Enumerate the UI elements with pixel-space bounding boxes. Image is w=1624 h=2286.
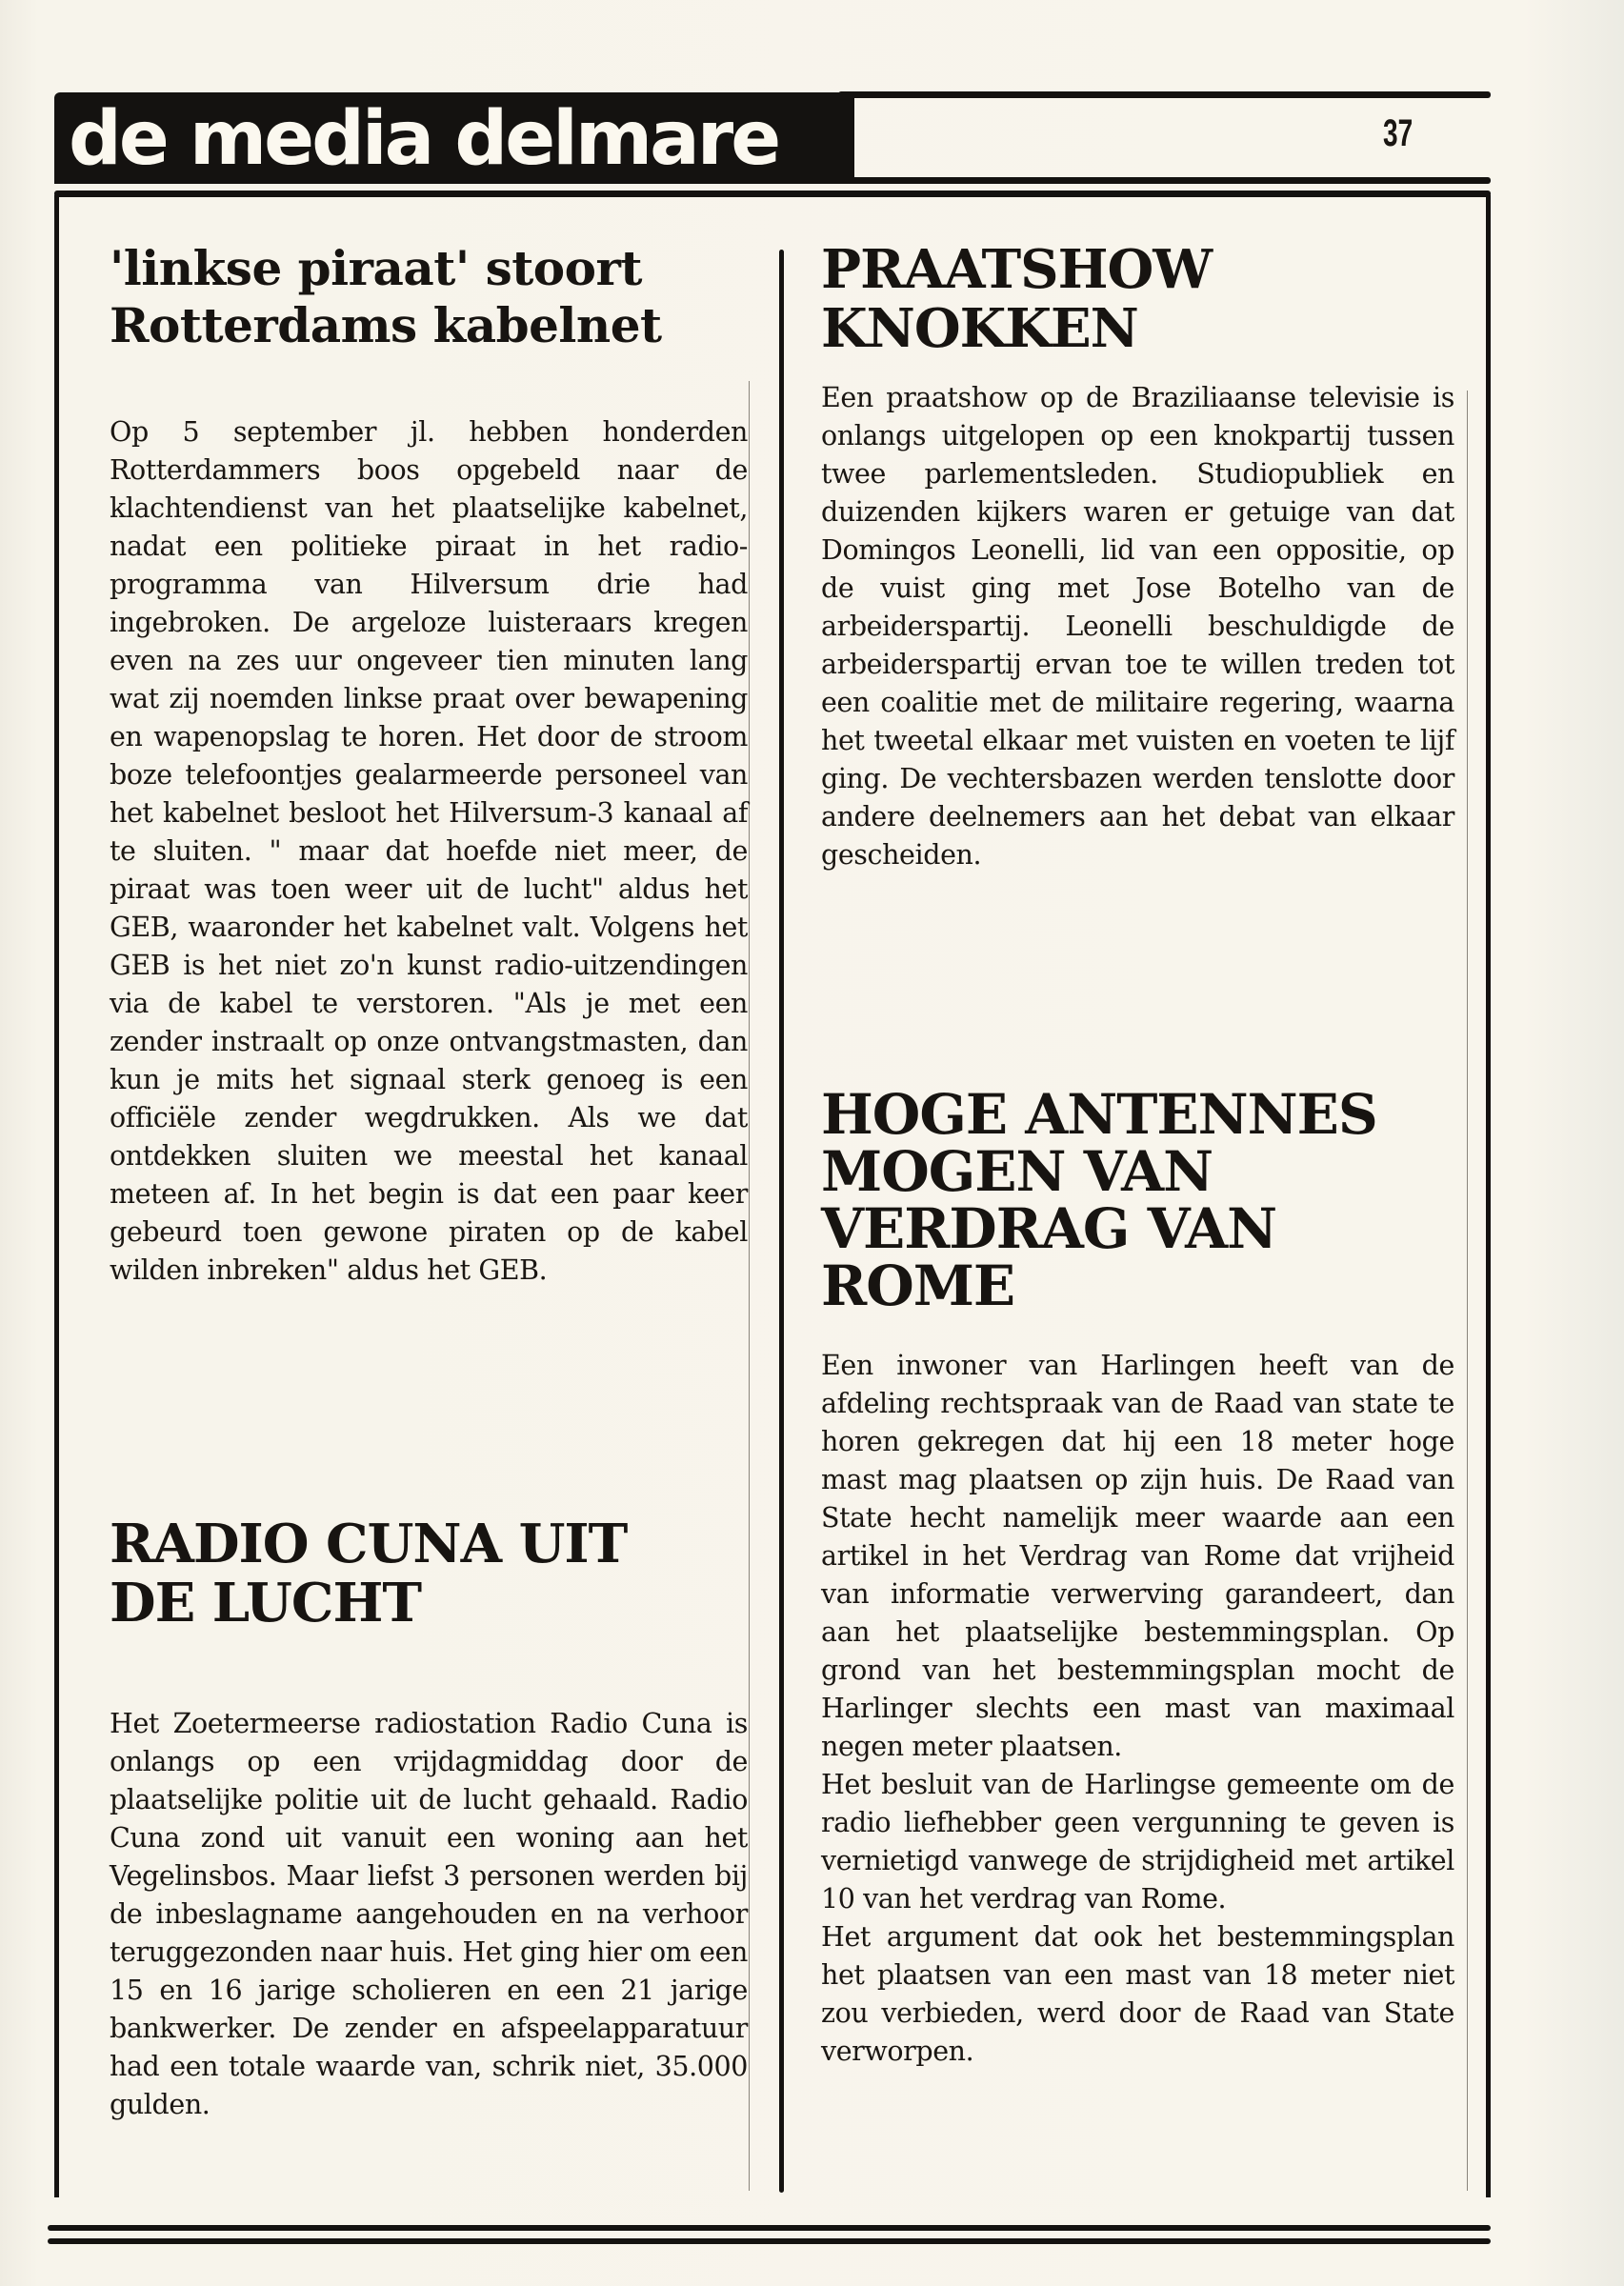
headline-line: PRAATSHOW xyxy=(821,238,1213,301)
article-paragraph: Op 5 september jl. hebben honderden Rotterdammers boos opgebeld naar de klachtendienst van het plaatselijke kabelnet, nadat een politieke piraat in het radio-programma van Hilversum drie had ingebroken. De argeloze luisteraars kregen even na zes uur ongeveer tien minuten lang wat zij noemden linkse praat over bewapening en wapenopslag te horen. Het door de stroom boze telefoontjes gealarmeerde personeel van het kabelnet besloot het Hilversum-3 kanaal af te sluiten. " maar dat hoefde niet meer, de piraat was toen weer uit de lucht" aldus het GEB, waaronder het kabelnet valt. Volgens het GEB is het niet zo'n kunst radio-uitzendingen via de kabel te verstoren. "Als je met een zender instraalt op onze ontvangstmasten, dan kun je mits het signaal sterk genoeg is een officiële zender wegdrukken. Als we dat ontdekken sluiten we meestal het kanaal meteen af. In het begin is dat een paar keer gebeurd toen gewone piraten op de kabel wilden inbreken" aldus het GEB. xyxy=(110,416,748,1286)
article-praatshow-knokken xyxy=(821,240,1454,874)
masthead-bottom-rule xyxy=(838,177,1491,184)
headline-line: VERDRAG VAN xyxy=(821,1196,1277,1261)
headline-line: Rotterdams kabelnet xyxy=(110,297,662,353)
article-paragraph: Een praatshow op de Braziliaanse televisie is onlangs uitgelopen op een knokpartij tussen twee parlementsleden. Studiopubliek en duizenden kijkers waren er getuige van dat Domingos Leonelli, lid van een oppositie, op de vuist ging met Jose Botelho van de arbeiderspartij. Leonelli beschuldigde de arbeiderspartij ervan toe te willen treden tot een coalitie met de militaire regering, waarna het tweetal elkaar met vuisten en voeten te lijf ging. De vechtersbazen werden tenslotte door andere deelnemers aan het debat van elkaar gescheiden. xyxy=(821,382,1454,871)
frame-bottom-rule xyxy=(48,2225,1491,2231)
headline-line: 'linkse piraat' stoort xyxy=(110,240,642,296)
article-hoge-antennes xyxy=(821,1082,1454,2071)
left-column-hairline xyxy=(749,381,750,2191)
article-headline xyxy=(821,240,1454,358)
article-body xyxy=(821,1347,1454,2071)
article-radio-cuna xyxy=(110,1514,748,2124)
article-linkse-piraat xyxy=(110,240,748,1290)
article-headline xyxy=(110,240,748,354)
page-number: 37 xyxy=(1383,112,1413,154)
headline-line: HOGE ANTENNES xyxy=(821,1082,1377,1147)
article-body xyxy=(110,413,748,1290)
headline-line: KNOKKEN xyxy=(821,297,1138,360)
article-paragraph: Het besluit van de Harlingse gemeente om de radio liefhebber geen vergunning te geven is vernietigd vanwege de strijdigheid met artikel 10 van het verdrag van Rome. xyxy=(821,1769,1454,1915)
article-headline xyxy=(821,1082,1454,1318)
headline-line: MOGEN VAN xyxy=(821,1139,1213,1204)
right-column-hairline xyxy=(1467,391,1468,2191)
column-divider xyxy=(779,250,784,2193)
article-headline xyxy=(110,1514,748,1633)
article-body xyxy=(821,379,1454,874)
headline-line: RADIO CUNA UIT xyxy=(110,1513,628,1575)
frame-bottom-double-rule xyxy=(48,2238,1491,2244)
headline-line: ROME xyxy=(821,1253,1015,1318)
masthead-title: de media delmare xyxy=(69,96,779,182)
article-paragraph: Een inwoner van Harlingen heeft van de afdeling rechtspraak van de Raad van state te horen gekregen dat hij een 18 meter hoge mast mag plaatsen op zijn huis. De Raad van State hecht namelijk meer waarde aan een artikel in het Verdrag van Rome dat vrijheid van informatie verwerving garandeert, dan aan het plaatselijke bestemmingsplan. Op grond van het bestemmingsplan mocht de Harlinger slechts een mast van maximaal negen meter plaatsen. xyxy=(821,1350,1454,1762)
article-paragraph: Het Zoetermeerse radiostation Radio Cuna is onlangs op een vrijdagmiddag door de plaatselijke politie uit de lucht gehaald. Radio Cuna zond uit vanuit een woning aan het Vegelinsbos. Maar liefst 3 personen werden bij de inbeslagname aangehouden en na verhoor teruggezonden naar huis. Het ging hier om een 15 en 16 jarige scholieren en een 21 jarige bankwerker. De zender en afspeelapparatuur had een totale waarde van, schrik niet, 35.000 gulden. xyxy=(110,1708,748,2120)
masthead-top-rule xyxy=(838,91,1491,98)
article-paragraph: Het argument dat ook het bestemmingsplan het plaatsen van een mast van 18 meter niet zou verbieden, werd door de Raad van State verworpen. xyxy=(821,1921,1454,2067)
headline-line: DE LUCHT xyxy=(110,1572,422,1634)
article-body xyxy=(110,1705,748,2124)
